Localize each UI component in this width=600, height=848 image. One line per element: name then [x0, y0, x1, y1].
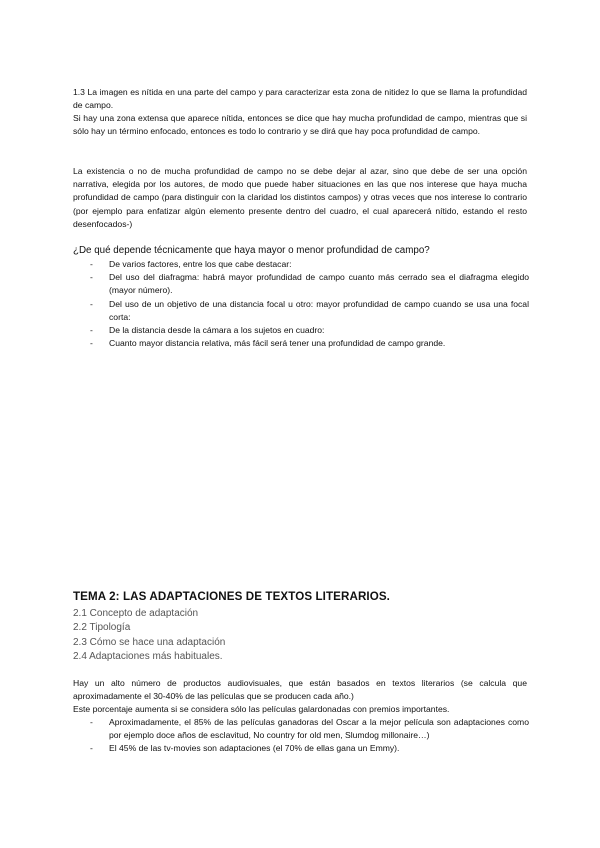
tema2-toc	[73, 607, 225, 665]
paragraph-awards-percentage: Este porcentaje aumenta si se considera sólo las películas galardonadas con premios importantes.	[73, 704, 450, 714]
dash-marker: -	[90, 743, 93, 754]
list-item: - Aproximadamente, el 85% de las películas ganadoras del Oscar a la mejor película son adaptaciones como por ejemplo doce años de esclavitud, No country for old men, Slumdog millonaire…)	[90, 717, 529, 741]
paragraph-narrative-choice: La existencia o no de mucha profundidad de campo no se debe dejar al azar, sino que debe de ser una opción narrativa, elegida por los autores, de modo que puede haber situaciones en las que nos interese que haya mucha profundidad de campo (para distinguir con la claridad los distintos campos) y otras veces que nos interese lo contrario (por ejemplo para enfatizar algún elemento presente dentro del cuadro, el cual aparecerá nítido, estando el resto desenfocados-)	[73, 166, 527, 229]
paragraph-depth-extent: Si hay una zona extensa que aparece nítida, entonces se dice que hay mucha profundidad de campo, mientras que si sólo hay un término enfocado, entonces es todo lo contrario y se dirá que hay poca profundidad de campo.	[73, 113, 527, 137]
toc-item-2-4: 2.4 Adaptaciones más habituales.	[73, 651, 223, 663]
dash-marker: -	[90, 272, 93, 283]
list-item: - Del uso de un objetivo de una distancia focal u otro: mayor profundidad de campo cuando se usa una focal corta:	[90, 298, 529, 322]
adaptation-stats-list	[73, 716, 529, 756]
list-item: - De la distancia desde la cámara a los sujetos en cuadro:	[73, 324, 529, 337]
paragraph-adaptations-count: Hay un alto número de productos audiovisuales, que están basados en textos literarios (se calcula que aproximadamente el 30-40% de las películas que se producen cada año.)	[73, 678, 527, 702]
dash-marker: -	[90, 259, 93, 269]
paragraph-depth-of-field-definition: 1.3 La imagen es nítida en una parte del campo y para caracterizar esta zona de nitidez lo que se llama la profundidad de campo.	[73, 87, 527, 111]
dash-marker: -	[90, 298, 93, 309]
tema2-title: TEMA 2: LAS ADAPTACIONES DE TEXTOS LITERARIOS.	[73, 590, 391, 603]
list-item: - El 45% de las tv-movies son adaptaciones (el 70% de ellas gana un Emmy).	[73, 742, 529, 755]
list-item: - De varios factores, entre los que cabe destacar:	[73, 258, 529, 271]
dash-marker: -	[90, 717, 93, 727]
toc-item-2-1: 2.1 Concepto de adaptación	[73, 608, 199, 619]
list-item: - Del uso del diafragma: habrá mayor profundidad de campo cuanto más cerrado sea el diafragma elegido (mayor número).	[90, 272, 529, 296]
dash-marker: -	[90, 325, 93, 336]
list-item: - Cuanto mayor distancia relativa, más fácil será tener una profundidad de campo grande.	[73, 337, 529, 350]
toc-item-2-3: 2.3 Cómo se hace una adaptación	[73, 636, 226, 648]
factors-list	[73, 258, 529, 350]
question-heading: ¿De qué depende técnicamente que haya mayor o menor profundidad de campo?	[73, 245, 430, 256]
dash-marker: -	[90, 338, 93, 349]
toc-item-2-2: 2.2 Tipología	[73, 622, 131, 634]
